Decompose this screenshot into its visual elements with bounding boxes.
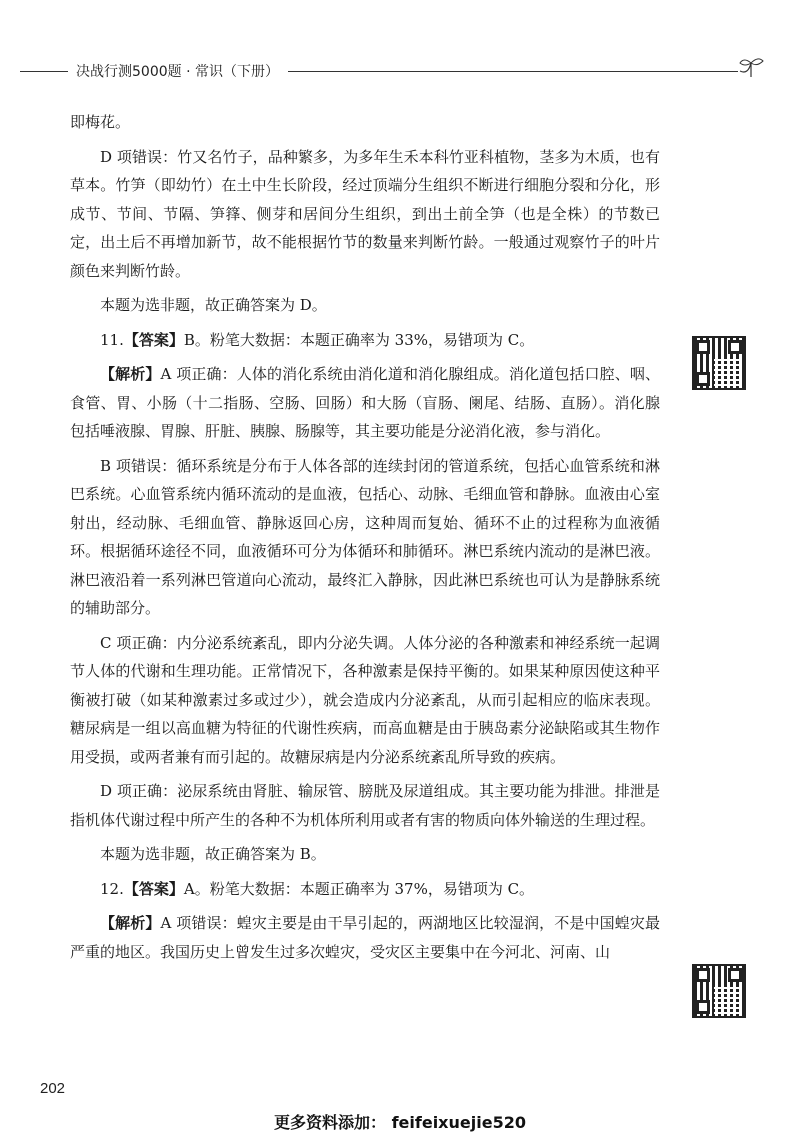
analysis-label: 【解析】	[100, 914, 161, 932]
q12-analysis-text: A 项错误：蝗灾主要是由干旱引起的，两湖地区比较湿润，不是中国蝗灾最严重的地区。我国历史上曾发生过多次蝗灾，受灾区主要集中在今河北、河南、山	[70, 914, 660, 961]
paragraph: C 项正确：内分泌系统紊乱，即内分泌失调。人体分泌的各种激素和神经系统一起调节人体的代谢和生理功能。正常情况下，各种激素是保持平衡的。如果某种原因使这种平衡被打破（如某种激素过多或过少），就会造成内分泌紊乱，从而引起相应的临床表现。糖尿病是一组以高血糖为特征的代谢性疾病，而高血糖是由于胰岛素分泌缺陷或其生物作用受损，或两者兼有而引起的。故糖尿病是内分泌系统紊乱所导致的疾病。	[70, 633, 660, 766]
q11-answer	[70, 326, 660, 355]
header-rule-left	[20, 71, 68, 72]
paragraph: 本题为选非题，故正确答案为 B。	[100, 845, 326, 863]
q11-number: 11.	[100, 330, 124, 349]
qr-code-q12[interactable]	[692, 964, 746, 1018]
paragraph: D 项正确：泌尿系统由肾脏、输尿管、膀胱及尿道组成。其主要功能为排泄。排泄是指机体代谢过程中所产生的各种不为机体所利用或者有害的物质向体外输送的生理过程。	[70, 782, 660, 829]
footer-note: 更多资料添加： feifeixuejie520	[274, 1113, 526, 1132]
q11-analysis	[70, 360, 660, 446]
paragraph: B 项错误：循环系统是分布于人体各部的连续封闭的管道系统，包括心血管系统和淋巴系统。心血管系统内循环流动的是血液，包括心、动脉、毛细血管和静脉。血液由心室射出，经动脉、毛细血管、静脉返回心房，这种周而复始、循环不止的过程称为血液循环。根据循环途径不同，血液循环可分为体循环和肺循环。淋巴系统内流动的是淋巴液。淋巴液沿着一系列淋巴管道向心流动，最终汇入静脉，因此淋巴系统也可认为是静脉系统的辅助部分。	[70, 456, 660, 617]
running-header	[20, 55, 760, 85]
header-rule-right	[288, 71, 738, 72]
page-body	[70, 108, 660, 972]
q12-analysis	[70, 909, 660, 966]
book-title: 决战行测5000题 · 常识（下册）	[76, 64, 279, 80]
paragraph: D 项错误：竹又名竹子，品种繁多，为多年生禾本科竹亚科植物，茎多为木质，也有草本。竹笋（即幼竹）在土中生长阶段，经过顶端分生组织不断进行细胞分裂和分化，形成节、节间、节隔、笋箨、侧芽和居间分生组织，到出土前全笋（也是全株）的节数已定，出土后不再增加新节，故不能根据竹节的数量来判断竹龄。一般通过观察竹子的叶片颜色来判断竹龄。	[70, 147, 660, 280]
answer-label: 【答案】	[123, 879, 184, 898]
page-number: 202	[40, 1080, 66, 1097]
qr-code-q11[interactable]	[692, 336, 746, 390]
q12-answer	[70, 875, 660, 904]
q11-answer-text: B。粉笔大数据：本题正确率为 33%，易错项为 C。	[183, 330, 535, 349]
answer-label: 【答案】	[123, 330, 184, 349]
q12-answer-text: A。粉笔大数据：本题正确率为 37%，易错项为 C。	[183, 879, 535, 898]
q11-analysis-text: A 项正确：人体的消化系统由消化道和消化腺组成。消化道包括口腔、咽、食管、胃、小肠（十二指肠、空肠、回肠）和大肠（盲肠、阑尾、结肠、直肠）。消化腺包括唾液腺、胃腺、肝脏、胰腺、肠腺等，其主要功能是分泌消化液，参与消化。	[70, 365, 660, 440]
paragraph: 即梅花。	[70, 113, 131, 131]
q12-number: 12.	[100, 879, 124, 898]
sprout-icon	[736, 55, 766, 81]
paragraph: 本题为选非题，故正确答案为 D。	[100, 296, 327, 314]
analysis-label: 【解析】	[100, 365, 161, 383]
